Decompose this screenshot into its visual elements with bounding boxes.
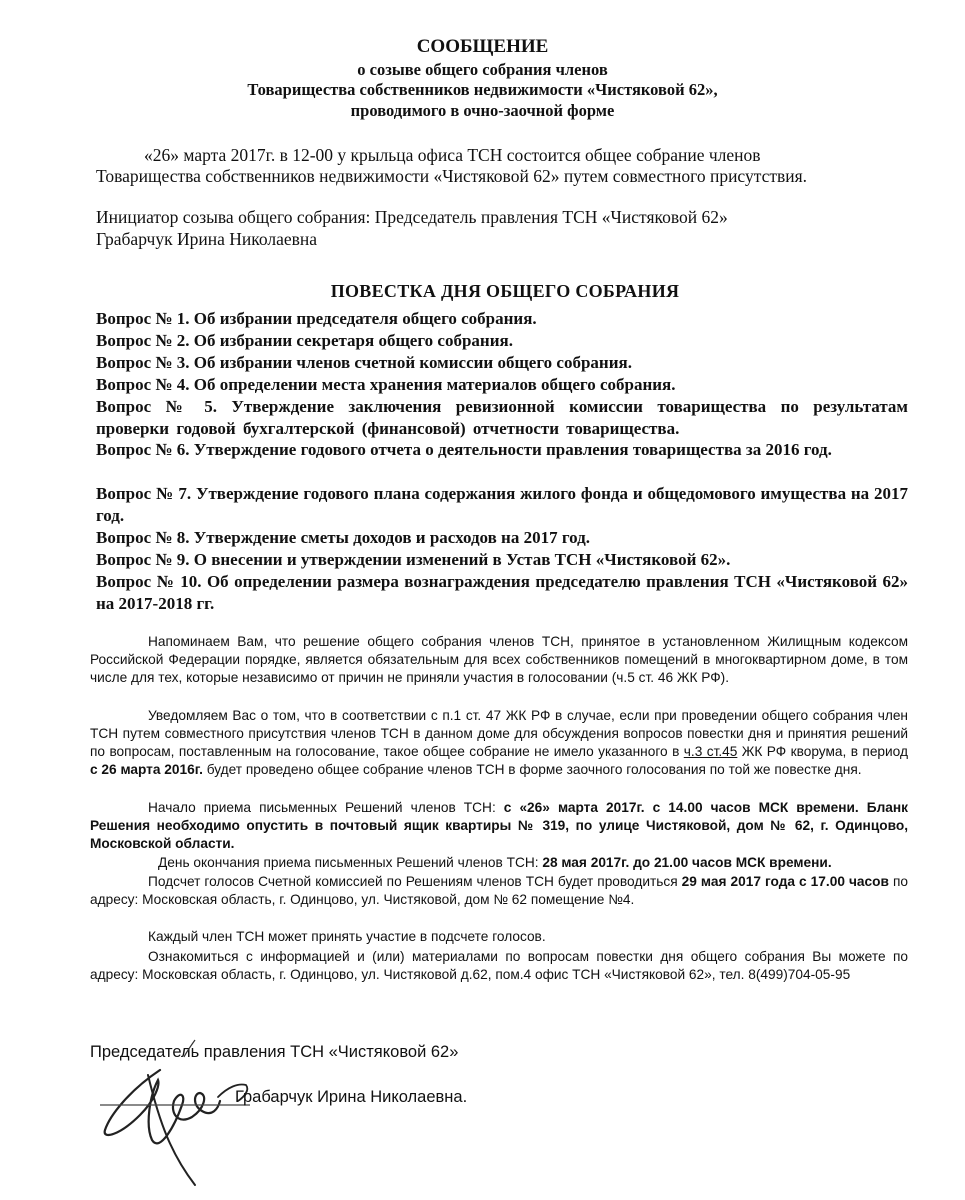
agenda-item-9: Вопрос № 9. О внесении и утверждении изменений в Устав ТСН «Чистяковой 62». xyxy=(96,550,731,569)
note-end-text: День окончания приема письменных Решений членов ТСН: xyxy=(158,855,543,870)
intro-line-2: Товарищества собственников недвижимости «Чистяковой 62» путем совместного присутствия. xyxy=(96,166,808,186)
note-quorum-text-c: будет проведено общее собрание членов ТСН в форме заочного голосования по той же повестке дня. xyxy=(202,762,862,777)
note-quorum-text-a: Уведомляем Вас о том, что в соответствии с п.1 ст. 47 ЖК РФ в случае, если при проведении общего собрания член ТСН путем совместного присутствия членов ТСН в данном доме для обсуждения вопросов повестки дня и принятия решений по вопросам, поставленным на голосование, такое общее собрание не имело указанного в xyxy=(90,708,908,759)
agenda-item-8: Вопрос № 8. Утверждение сметы доходов и расходов на 2017 год. xyxy=(96,528,591,547)
agenda-item-3: Вопрос № 3. Об избрании членов счетной комиссии общего собрания. xyxy=(96,353,632,372)
note-vote-count xyxy=(90,873,908,909)
agenda-item-7: Вопрос № 7. Утверждение годового плана содержания жилого фонда и общедомового имущества на 2017 год. xyxy=(96,484,908,525)
title-line-2: Товарищества собственников недвижимости «Чистяковой 62», xyxy=(247,80,718,99)
law-reference-link[interactable]: ч.3 ст.45 xyxy=(683,744,738,759)
note-participation xyxy=(90,928,908,946)
note-ballot-instructions: Бланк Решения необходимо опустить в почтовый ящик квартиры № 319, по улице Чистяковой, дом № 62, г. Одинцово, Московской области. xyxy=(90,800,909,851)
note-participation-text: Каждый член ТСН может принять участие в подсчете голосов. xyxy=(148,929,546,944)
note-start-date: с «26» марта 2017г. с 14.00 часов МСК времени. xyxy=(503,800,859,815)
signatory-name: Грабарчук Ирина Николаевна. xyxy=(235,1088,468,1106)
intro-line-1: «26» марта 2017г. в 12-00 у крыльца офиса ТСН состоится общее собрание членов xyxy=(144,145,761,165)
title-line-3: проводимого в очно-заочной форме xyxy=(350,101,615,120)
note-count-date: 29 мая 2017 года с 17.00 часов xyxy=(681,874,889,889)
note-quorum-text-b: ЖК РФ кворума, в период xyxy=(737,744,908,759)
agenda-item-4: Вопрос № 4. Об определении места хранения материалов общего собрания. xyxy=(96,375,676,394)
note-legal-force-text: Напоминаем Вам, что решение общего собрания членов ТСН, принятое в установленном Жилищным кодексом Российской Федерации порядке, является обязательным для всех собственников помещений в многоквартирном доме, в том числе для тех, которые независимо от причин не приняли участия в голосовании (ч.5 ст. 46 ЖК РФ). xyxy=(90,634,908,685)
note-count-text-a: Подсчет голосов Счетной комиссией по Решениям членов ТСН будет проводиться xyxy=(148,874,682,889)
agenda-heading: ПОВЕСТКА ДНЯ ОБЩЕГО СОБРАНИЯ xyxy=(330,281,680,301)
note-quorum-date: с 26 марта 2016г. xyxy=(90,762,203,777)
handwritten-signature xyxy=(100,1035,280,1190)
note-start-receiving xyxy=(90,799,908,853)
note-end-receiving xyxy=(158,854,918,872)
note-materials xyxy=(90,948,908,984)
note-quorum xyxy=(90,707,908,779)
agenda-item-1: Вопрос № 1. Об избрании председателя общего собрания. xyxy=(96,309,537,328)
note-end-date: 28 мая 2017г. до 21.00 часов МСК времени. xyxy=(542,855,832,870)
initiator-line-1: Инициатор созыва общего собрания: Председатель правления ТСН «Чистяковой 62» xyxy=(96,207,728,227)
document-title: СООБЩЕНИЕ xyxy=(416,36,549,57)
note-count-text-b: по адресу: Московская область, г. Одинцово, ул. Чистяковой, дом № 62 помещение №4. xyxy=(90,874,908,907)
initiator-line-2: Грабарчук Ирина Николаевна xyxy=(96,229,318,249)
agenda-item-2: Вопрос № 2. Об избрании секретаря общего собрания. xyxy=(96,331,513,350)
agenda-item-10: Вопрос № 10. Об определении размера вознаграждения председателю правления ТСН «Чистяковой 62» на 2017-2018 гг. xyxy=(96,572,908,613)
note-start-text: Начало приема письменных Решений членов ТСН: xyxy=(148,800,504,815)
agenda-item-5: Вопрос № 5. Утверждение заключения ревизионной комиссии товарищества по результатам проверки годовой бухгалтерской (финансовой) отчетности товарищества. xyxy=(96,397,908,438)
signatory-role: Председатель правления ТСН «Чистяковой 62» xyxy=(90,1043,459,1061)
note-materials-text: Ознакомиться с информацией и (или) материалами по вопросам повестки дня общего собрания Вы можете по адресу: Московская область, г. Одинцово, ул. Чистяковой д.62, пом.4 офис ТСН «Чистяковой 62», тел. 8(499)704-05-95 xyxy=(90,949,908,982)
note-legal-force xyxy=(90,633,908,687)
agenda-item-6: Вопрос № 6. Утверждение годового отчета о деятельности правления товарищества за 2016 год. xyxy=(96,440,832,459)
title-line-1: о созыве общего собрания членов xyxy=(357,60,608,79)
